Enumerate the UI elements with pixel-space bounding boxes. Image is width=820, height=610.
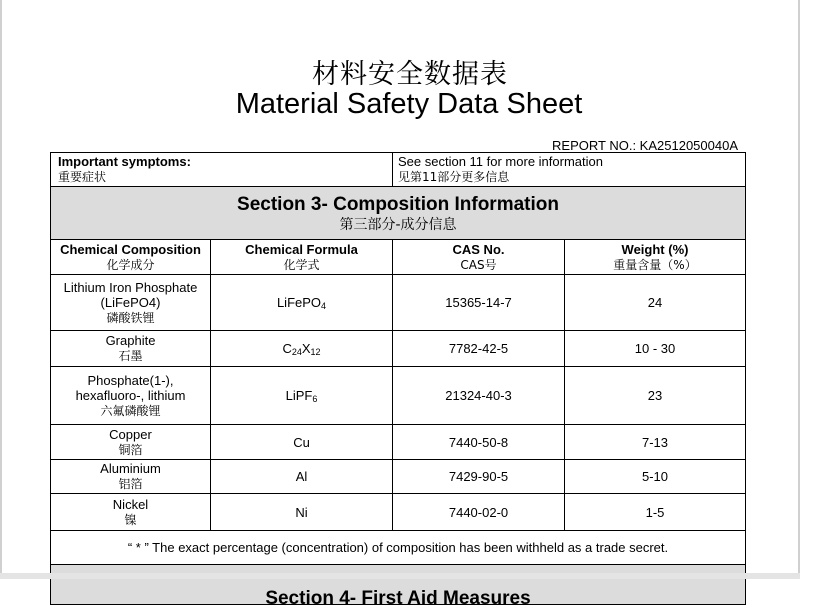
column-header-formula-en: Chemical Formula bbox=[245, 241, 358, 257]
table-row bbox=[51, 460, 746, 494]
section3-header-row bbox=[51, 187, 746, 240]
column-header-cas bbox=[393, 240, 565, 275]
symptoms-label-cell bbox=[51, 153, 393, 187]
formula-subscript: 24 bbox=[291, 347, 302, 357]
composition-name: Nickel bbox=[112, 496, 149, 512]
section4-title: Section 4- First Aid Measures bbox=[265, 587, 531, 609]
column-header-formula-cn: 化学式 bbox=[283, 257, 320, 272]
formula-cell bbox=[211, 275, 393, 331]
cas-cell: 7429-90-5 bbox=[393, 460, 565, 494]
composition-name-cn: 石墨 bbox=[118, 349, 143, 363]
formula-cell: Cu bbox=[211, 425, 393, 460]
section3-header-cell bbox=[51, 187, 746, 240]
formula-text: X bbox=[301, 341, 311, 356]
weight-cell: 24 bbox=[565, 275, 746, 331]
composition-cell bbox=[51, 425, 211, 460]
report-number: REPORT NO.: KA2512050040A bbox=[552, 138, 738, 153]
column-header-weight bbox=[565, 240, 746, 275]
composition-cell bbox=[51, 494, 211, 531]
symptoms-value-cell bbox=[393, 153, 746, 187]
formula-cell bbox=[211, 331, 393, 367]
section3-subtitle: 第三部分-成分信息 bbox=[339, 217, 457, 233]
formula-text: LiPF bbox=[285, 388, 313, 403]
composition-name-cn: 镍 bbox=[124, 512, 137, 527]
composition-name: hexafluoro-, lithium bbox=[75, 387, 186, 403]
composition-name: Copper bbox=[109, 426, 152, 442]
page-bottom-edge bbox=[0, 573, 800, 579]
cas-cell: 15365-14-7 bbox=[393, 275, 565, 331]
column-header-formula bbox=[211, 240, 393, 275]
cas-cell: 7782-42-5 bbox=[393, 331, 565, 367]
composition-name: (LiFePO4) bbox=[100, 294, 161, 310]
formula-subscript: 4 bbox=[321, 301, 327, 311]
formula-subscript: 12 bbox=[310, 347, 321, 357]
section4-header-row bbox=[51, 565, 746, 605]
composition-name: Phosphate(1-), bbox=[87, 372, 174, 388]
table-row bbox=[51, 367, 746, 425]
table-row bbox=[51, 425, 746, 460]
weight-cell: 1-5 bbox=[565, 494, 746, 531]
section3-title: Section 3- Composition Information bbox=[237, 194, 559, 215]
document-title-english: Material Safety Data Sheet bbox=[235, 88, 583, 120]
symptoms-label-en: Important symptoms: bbox=[58, 154, 191, 169]
column-header-weight-cn: 重量含量（%） bbox=[613, 257, 697, 272]
composition-cell bbox=[51, 275, 211, 331]
column-header-composition-en: Chemical Composition bbox=[60, 241, 201, 257]
weight-cell: 23 bbox=[565, 367, 746, 425]
composition-name-cn: 六氟磷酸锂 bbox=[100, 403, 161, 418]
symptoms-label-cn: 重要症状 bbox=[58, 170, 107, 184]
composition-name: Aluminium bbox=[100, 461, 161, 476]
symptoms-value-cn: 见第11部分更多信息 bbox=[398, 170, 510, 184]
composition-name-cn: 磷酸铁锂 bbox=[106, 310, 155, 325]
formula-subscript: 6 bbox=[312, 394, 318, 404]
composition-cell bbox=[51, 331, 211, 367]
weight-cell: 7-13 bbox=[565, 425, 746, 460]
composition-name-cn: 铝箔 bbox=[118, 477, 143, 491]
formula-text: LiFePO bbox=[276, 295, 322, 310]
trade-secret-note: “ * ” The exact percentage (concentration) of composition has been withheld as a trade secret. bbox=[51, 531, 746, 565]
composition-name-cn: 铜箔 bbox=[118, 442, 143, 457]
formula-cell bbox=[211, 367, 393, 425]
composition-cell bbox=[51, 367, 211, 425]
weight-cell: 10 - 30 bbox=[565, 331, 746, 367]
column-header-composition bbox=[51, 240, 211, 275]
formula-cell: Ni bbox=[211, 494, 393, 531]
composition-cell bbox=[51, 460, 211, 494]
weight-cell: 5-10 bbox=[565, 460, 746, 494]
cas-cell: 7440-50-8 bbox=[393, 425, 565, 460]
formula-cell: Al bbox=[211, 460, 393, 494]
column-header-composition-cn: 化学成分 bbox=[106, 257, 155, 272]
table-row bbox=[51, 331, 746, 367]
column-header-cas-en: CAS No. bbox=[452, 241, 505, 257]
composition-name: Lithium Iron Phosphate bbox=[63, 279, 198, 295]
symptoms-row bbox=[51, 153, 746, 187]
trade-secret-note-row bbox=[51, 531, 746, 565]
column-header-cas-cn: CAS号 bbox=[460, 257, 497, 272]
cas-cell: 21324-40-3 bbox=[393, 367, 565, 425]
column-header-weight-en: Weight (%) bbox=[621, 241, 689, 257]
section4-header-cell bbox=[51, 565, 746, 609]
cas-cell: 7440-02-0 bbox=[393, 494, 565, 531]
column-header-row bbox=[51, 240, 746, 275]
document-title-chinese: 材料安全数据表 bbox=[312, 59, 508, 90]
table-row bbox=[51, 494, 746, 531]
table-row bbox=[51, 275, 746, 331]
formula-text: C bbox=[282, 341, 292, 356]
symptoms-value-en: See section 11 for more information bbox=[398, 154, 603, 169]
msds-table bbox=[50, 152, 746, 609]
composition-name: Graphite bbox=[105, 333, 156, 348]
